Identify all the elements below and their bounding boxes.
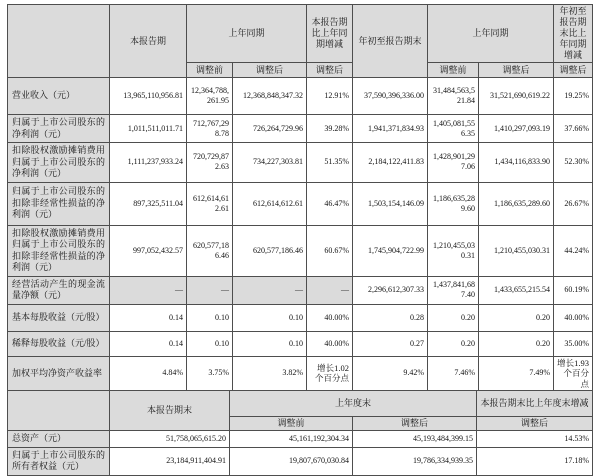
table-row [8, 143, 593, 183]
cell: 620,577,186.46 [233, 225, 307, 276]
cell: 31,521,690,619.22 [479, 78, 554, 115]
financial-summary-table [7, 4, 593, 391]
cell: 0.14 [110, 304, 187, 331]
row-label: 归属于上市公司股东的扣除非经常性损益的净利润（元） [8, 182, 110, 225]
cell: 2,296,612,307.33 [353, 276, 428, 304]
cell: 1,503,154,146.09 [353, 182, 428, 225]
col-header-ytd-change: 年初至报告期末比上年同期增减 [554, 5, 593, 63]
table-row [8, 276, 593, 304]
row-label: 归属于上市公司股东的所有者权益（元） [8, 447, 110, 475]
cell: 31,484,563,521.84 [428, 78, 479, 115]
subheader-after-adj: 调整后 [554, 63, 593, 78]
cell: 1,011,511,011.71 [110, 115, 187, 143]
cell: 60.67% [307, 225, 353, 276]
table-row [8, 115, 593, 143]
cell: 1,210,455,030.31 [428, 225, 479, 276]
cell: 44.24% [554, 225, 593, 276]
cell: 1,410,297,093.19 [479, 115, 554, 143]
subheader-after-adj: 调整后 [353, 417, 477, 431]
table-row [8, 431, 593, 448]
cell: 720,729,872.63 [187, 143, 233, 183]
cell: 12.91% [307, 78, 353, 115]
col-header-prior-period: 上年同期 [187, 5, 307, 63]
subheader-before-adj: 调整前 [428, 63, 479, 78]
cell: — [233, 276, 307, 304]
cell: 0.20 [479, 331, 554, 356]
cell: 1,210,455,030.31 [479, 225, 554, 276]
cell: 620,577,186.46 [187, 225, 233, 276]
cell: 1,434,116,833.90 [479, 143, 554, 183]
table-row [8, 447, 593, 475]
col-header-prior-year-end: 上年度末 [230, 391, 477, 417]
cell: 1,433,655,215.54 [479, 276, 554, 304]
subheader-before-adj: 调整前 [230, 417, 353, 431]
table-row [8, 182, 593, 225]
cell: — [110, 276, 187, 304]
cell: 0.27 [353, 331, 428, 356]
cell: 1,428,901,297.06 [428, 143, 479, 183]
table-row [8, 225, 593, 276]
period-end-table [7, 390, 593, 476]
cell: 2,184,122,411.83 [353, 143, 428, 183]
cell: 1,405,081,556.35 [428, 115, 479, 143]
cell: 612,614,612.61 [187, 182, 233, 225]
cell: 7.46% [428, 356, 479, 391]
cell: 52.30% [554, 143, 593, 183]
cell: 0.20 [479, 304, 554, 331]
cell: 14.53% [477, 431, 593, 448]
subheader-after-adj: 调整后 [479, 63, 554, 78]
cell: 12,364,788,261.95 [187, 78, 233, 115]
cell: 0.10 [187, 304, 233, 331]
cell: 0.10 [233, 304, 307, 331]
corner-cell [8, 391, 110, 431]
cell: 612,614,612.61 [233, 182, 307, 225]
cell: 19,786,334,939.35 [353, 447, 477, 475]
cell: 726,264,729.96 [233, 115, 307, 143]
cell: 897,325,511.04 [110, 182, 187, 225]
col-header-end-change: 本报告期末比上年度末增减 [477, 391, 593, 417]
cell: 23,184,911,404.91 [110, 447, 230, 475]
cell: 40.00% [307, 331, 353, 356]
col-header-prior-ytd: 上年同期 [428, 5, 554, 63]
cell: 19,807,670,030.84 [230, 447, 353, 475]
cell: 40.00% [554, 304, 593, 331]
table-row [8, 304, 593, 331]
table-row [8, 356, 593, 391]
subheader-after-adj: 调整后 [307, 63, 353, 78]
cell: 35.00% [554, 331, 593, 356]
corner-cell [8, 5, 110, 78]
subheader-before-adj: 调整前 [187, 63, 233, 78]
cell: — [187, 276, 233, 304]
row-label: 扣除股权激励摊销费用归属于上市公司股东的净利润（元） [8, 143, 110, 183]
cell: 1,186,635,289.60 [428, 182, 479, 225]
cell: 17.18% [477, 447, 593, 475]
cell: 712,767,298.78 [187, 115, 233, 143]
cell: 1,186,635,289.60 [479, 182, 554, 225]
cell: — [307, 276, 353, 304]
cell: 1,437,841,687.40 [428, 276, 479, 304]
row-label: 加权平均净资产收益率 [8, 356, 110, 391]
col-header-current-end: 本报告期末 [110, 391, 230, 431]
cell: 4.84% [110, 356, 187, 391]
cell: 46.47% [307, 182, 353, 225]
cell: 9.42% [353, 356, 428, 391]
cell: 45,161,192,304.34 [230, 431, 353, 448]
cell: 51,758,065,615.20 [110, 431, 230, 448]
row-label: 扣除股权激励摊销费用归属于上市公司股东的扣除非经常性损益的净利润（元） [8, 225, 110, 276]
cell: 0.10 [187, 331, 233, 356]
row-label: 经营活动产生的现金流量净额（元） [8, 276, 110, 304]
cell: 37,590,396,336.00 [353, 78, 428, 115]
subheader-after-adj: 调整后 [233, 63, 307, 78]
col-header-ytd: 年初至报告期末 [353, 5, 428, 78]
cell: 19.25% [554, 78, 593, 115]
header-row-top [8, 391, 593, 417]
col-header-current-period: 本报告期 [110, 5, 187, 78]
cell: 1,941,371,834.93 [353, 115, 428, 143]
cell: 26.67% [554, 182, 593, 225]
cell: 734,227,303.81 [233, 143, 307, 183]
cell: 13,965,110,956.81 [110, 78, 187, 115]
cell: 1,745,904,722.99 [353, 225, 428, 276]
cell: 997,052,432.57 [110, 225, 187, 276]
cell: 39.28% [307, 115, 353, 143]
row-label: 归属于上市公司股东的净利润（元） [8, 115, 110, 143]
cell: 12,368,848,347.32 [233, 78, 307, 115]
cell: 37.66% [554, 115, 593, 143]
cell: 3.75% [187, 356, 233, 391]
header-row-top [8, 5, 593, 63]
cell: 0.20 [428, 331, 479, 356]
col-header-period-change: 本报告期比上年同期增减 [307, 5, 353, 63]
row-label: 总资产（元） [8, 431, 110, 448]
table-row [8, 331, 593, 356]
cell: 3.82% [233, 356, 307, 391]
row-label: 稀释每股收益（元/股） [8, 331, 110, 356]
cell: 0.10 [233, 331, 307, 356]
row-label: 营业收入（元） [8, 78, 110, 115]
cell: 7.49% [479, 356, 554, 391]
cell: 45,193,484,399.15 [353, 431, 477, 448]
cell: 51.35% [307, 143, 353, 183]
cell: 增长1.02个百分点 [307, 356, 353, 391]
cell: 0.14 [110, 331, 187, 356]
row-label: 基本每股收益（元/股） [8, 304, 110, 331]
cell: 1,111,237,933.24 [110, 143, 187, 183]
subheader-after-adj: 调整后 [477, 417, 593, 431]
cell: 60.19% [554, 276, 593, 304]
cell: 0.20 [428, 304, 479, 331]
cell: 40.00% [307, 304, 353, 331]
table-row [8, 78, 593, 115]
cell: 增长1.93个百分点 [554, 356, 593, 391]
cell: 0.28 [353, 304, 428, 331]
